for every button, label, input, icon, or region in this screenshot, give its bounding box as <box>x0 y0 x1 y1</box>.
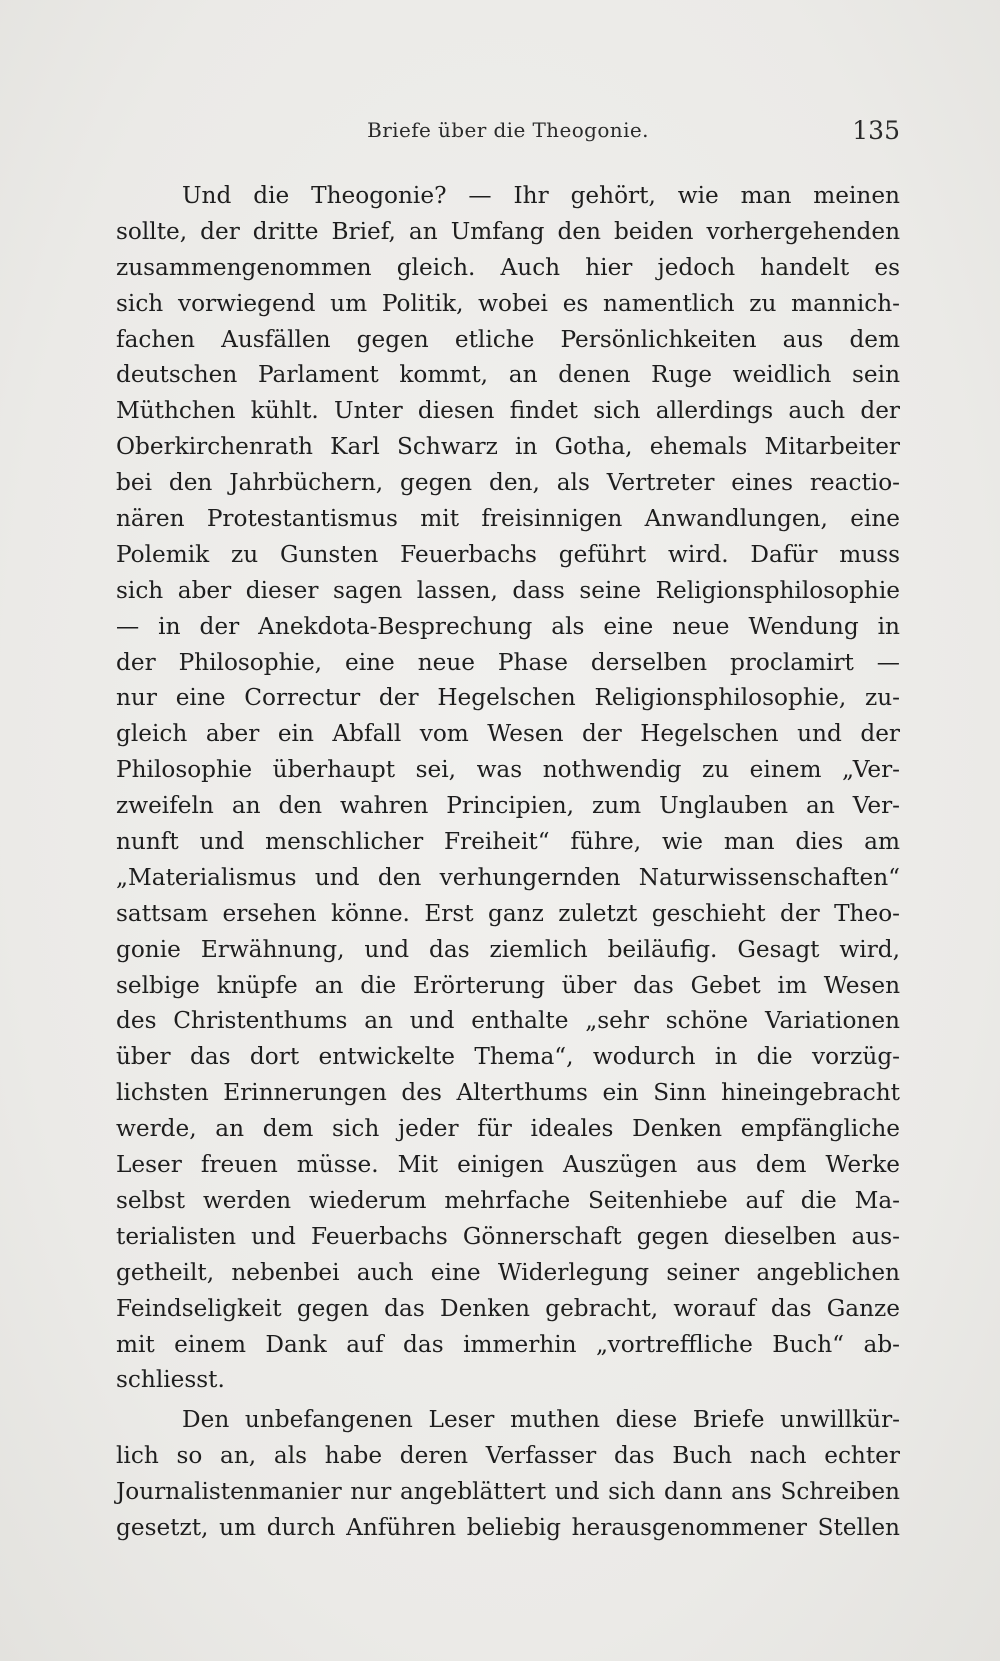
text-line: lichsten Erinnerungen des Alterthums ein Sinn hineingebracht <box>116 1079 900 1107</box>
text-line: Feindseligkeit gegen das Denken gebracht, worauf das Ganze <box>116 1294 900 1322</box>
text-line: mit einem Dank auf das immerhin „vortreffliche Buch“ ab- <box>116 1330 900 1358</box>
text-line: Oberkirchenrath Karl Schwarz in Gotha, ehemals Mitarbeiter <box>116 433 900 461</box>
text-line: Leser freuen müsse. Mit einigen Auszügen aus dem Werke <box>116 1151 900 1179</box>
text-line: Müthchen kühlt. Unter diesen findet sich allerdings auch der <box>116 397 900 425</box>
text-line: Journalistenmanier nur angeblättert und sich dann ans Schreiben <box>116 1478 900 1506</box>
page-header <box>116 118 900 154</box>
text-line: lich so an, als habe deren Verfasser das Buch nach echter <box>116 1442 900 1470</box>
text-line: selbige knüpfe an die Erörterung über das Gebet im Wesen <box>116 971 900 999</box>
text-line: nären Protestantismus mit freisinnigen Anwandlungen, eine <box>116 505 900 533</box>
text-line: sich vorwiegend um Politik, wobei es namentlich zu mannich- <box>116 289 900 317</box>
text-line: Philosophie überhaupt sei, was nothwendig zu einem „Ver- <box>116 756 900 784</box>
text-line: Polemik zu Gunsten Feuerbachs geführt wird. Dafür muss <box>116 540 900 568</box>
text-line: nunft und menschlicher Freiheit“ führe, wie man dies am <box>116 828 900 856</box>
text-line: bei den Jahrbüchern, gegen den, als Vertreter eines reactio- <box>116 469 900 497</box>
paragraph-1 <box>116 178 900 1398</box>
text-line: Den unbefangenen Leser muthen diese Briefe unwillkür- <box>182 1406 900 1434</box>
text-line: „Materialismus und den verhungernden Naturwissenschaften“ <box>116 863 900 891</box>
page-number: 135 <box>852 116 900 145</box>
text-line: nur eine Correctur der Hegelschen Religionsphilosophie, zu- <box>116 684 900 712</box>
text-line: sollte, der dritte Brief, an Umfang den beiden vorhergehenden <box>116 217 900 245</box>
text-line: sich aber dieser sagen lassen, dass seine Religionsphilosophie <box>116 576 900 604</box>
text-line: selbst werden wiederum mehrfache Seitenhiebe auf die Ma- <box>116 1186 900 1214</box>
text-line: des Christenthums an und enthalte „sehr schöne Variationen <box>116 1007 900 1035</box>
text-line: über das dort entwickelte Thema“, wodurch in die vorzüg- <box>116 1043 900 1071</box>
body-text <box>116 178 900 1546</box>
text-line: schliesst. <box>116 1366 225 1394</box>
text-line: getheilt, nebenbei auch eine Widerlegung seiner angeblichen <box>116 1258 900 1286</box>
text-line: zweifeln an den wahren Principien, zum Unglauben an Ver- <box>116 792 900 820</box>
text-line: terialisten und Feuerbachs Gönnerschaft gegen dieselben aus- <box>116 1222 900 1250</box>
text-line: werde, an dem sich jeder für ideales Denken empfängliche <box>116 1115 900 1143</box>
text-line: zusammengenommen gleich. Auch hier jedoch handelt es <box>116 253 900 281</box>
text-line: sattsam ersehen könne. Erst ganz zuletzt geschieht der Theo- <box>116 899 900 927</box>
text-line: fachen Ausfällen gegen etliche Persönlichkeiten aus dem <box>116 325 900 353</box>
text-line: Und die Theogonie? — Ihr gehört, wie man meinen <box>182 182 900 209</box>
paragraph-2 <box>116 1402 900 1546</box>
text-line: gesetzt, um durch Anführen beliebig herausgenommener Stellen <box>116 1513 900 1541</box>
running-title: Briefe über die Theogonie. <box>367 118 649 142</box>
text-line: gleich aber ein Abfall vom Wesen der Hegelschen und der <box>116 720 900 748</box>
text-line: gonie Erwähnung, und das ziemlich beiläufig. Gesagt wird, <box>116 935 900 963</box>
text-line: der Philosophie, eine neue Phase derselben proclamirt — <box>116 648 900 676</box>
text-line: — in der Anekdota-Besprechung als eine neue Wendung in <box>116 612 900 640</box>
text-line: deutschen Parlament kommt, an denen Ruge weidlich sein <box>116 361 900 389</box>
